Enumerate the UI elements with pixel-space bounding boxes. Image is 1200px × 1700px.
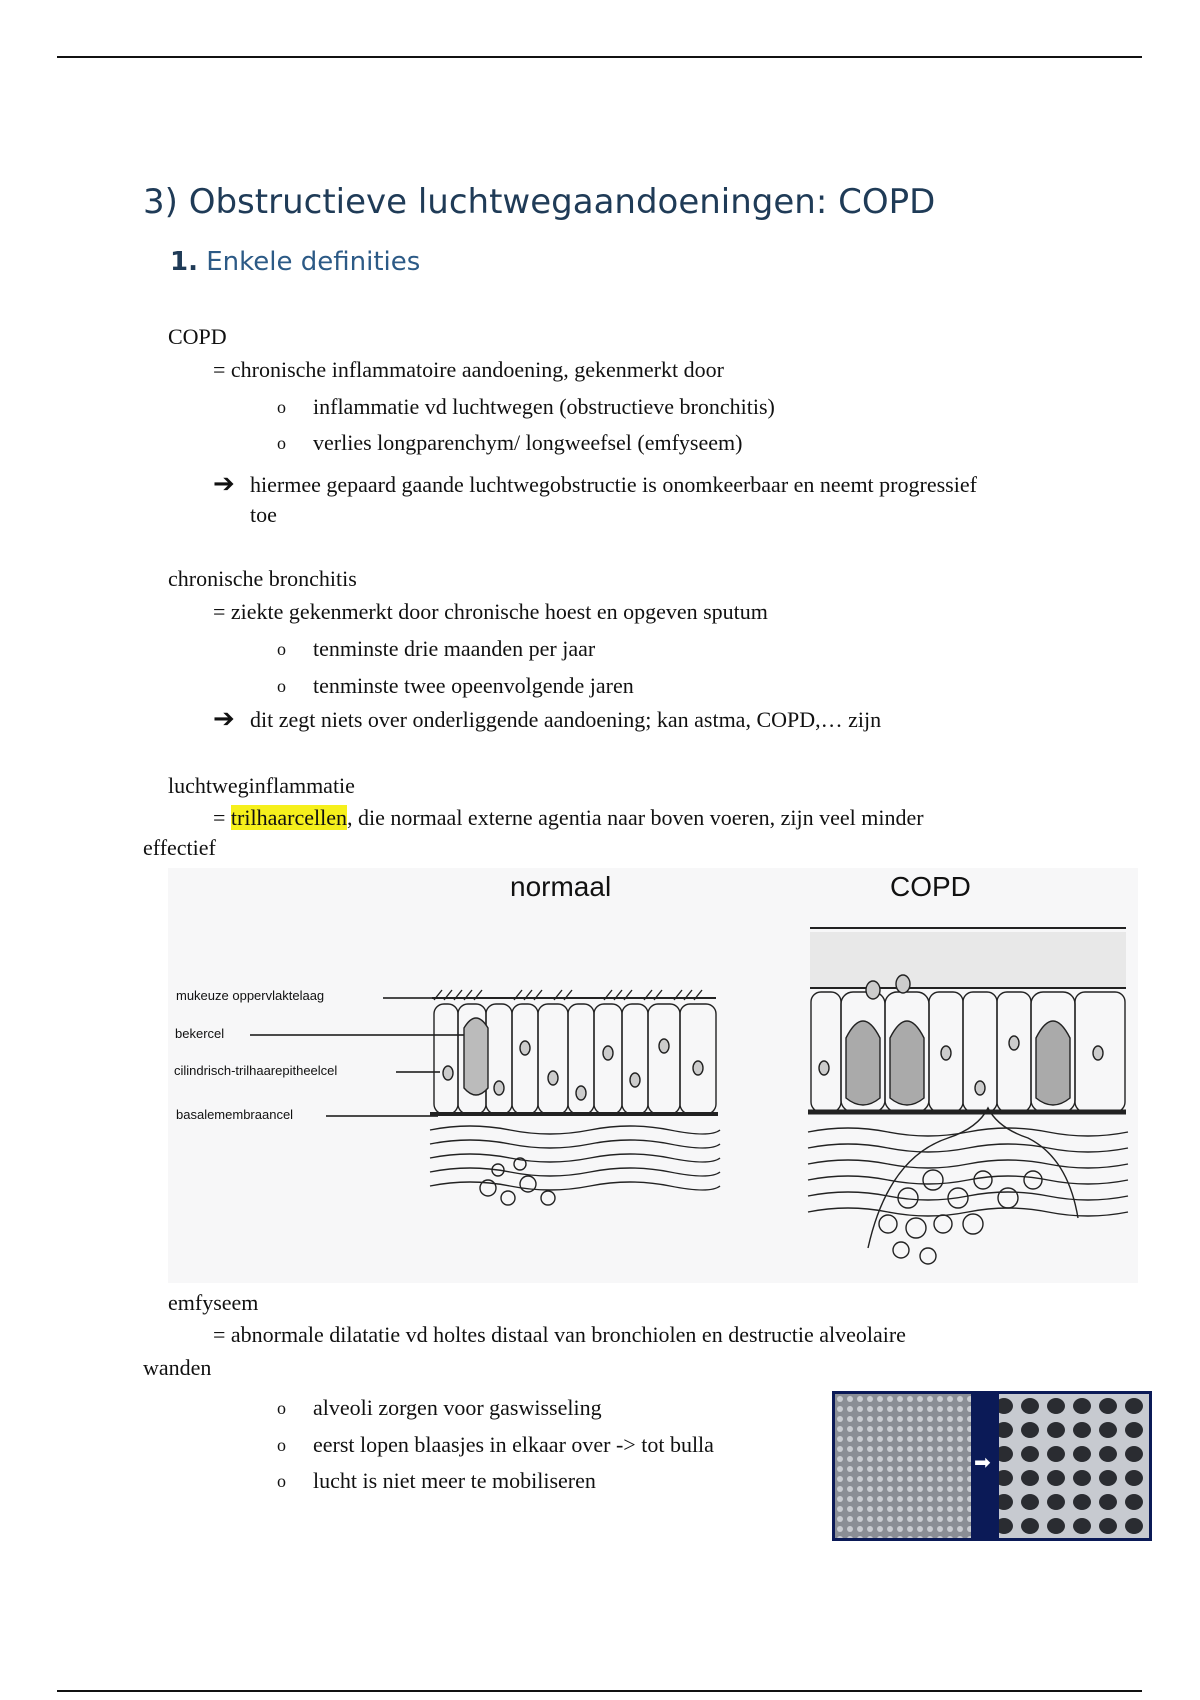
term-emphysema: emfyseem <box>168 1290 259 1315</box>
list-item: eerst lopen blaasjes in elkaar over -> tot bulla <box>313 1432 714 1457</box>
arrow-right-icon: ➡ <box>974 1450 991 1474</box>
epithelium-diagram <box>168 868 1138 1283</box>
inflammation-definition <box>213 805 924 831</box>
lung-tissue-photo <box>832 1391 1152 1541</box>
emphysema-definition: = abnormale dilatatie vd holtes distaal van bronchiolen en destructie alveolaire <box>213 1322 906 1347</box>
highlighted-term: trilhaarcellen <box>230 805 347 830</box>
section-number: 1. <box>170 247 198 277</box>
copd-definition: = chronische inflammatoire aandoening, gekenmerkt door <box>213 357 724 382</box>
bullet-marker: o <box>277 639 286 659</box>
arrow-icon: ➔ <box>213 469 235 499</box>
definition-rest: , die normaal externe agentia naar boven voeren, zijn veel minder <box>346 805 924 830</box>
bullet-marker: o <box>277 1435 286 1455</box>
page-title: 3) Obstructieve luchtwegaandoeningen: COPD <box>143 182 936 222</box>
emphysema-wrap: wanden <box>143 1355 212 1380</box>
arrow-icon: ➔ <box>213 704 235 734</box>
list-item: tenminste drie maanden per jaar <box>313 636 596 661</box>
diagram-title-normal: normaal <box>510 871 612 902</box>
list-item: tenminste twee opeenvolgende jaren <box>313 673 634 698</box>
term-copd: COPD <box>168 324 227 349</box>
list-item: alveoli zorgen voor gaswisseling <box>313 1395 602 1420</box>
bullet-marker: o <box>277 676 286 696</box>
diagram-label-ciliated: cilindrisch-trilhaarepitheelcel <box>174 1063 338 1078</box>
diagram-label-basal: basalemembraancel <box>176 1107 294 1122</box>
bottom-rule <box>57 1690 1142 1692</box>
term-bronchitis: chronische bronchitis <box>168 566 357 591</box>
normal-epithelium <box>430 990 720 1205</box>
copd-epithelium <box>808 928 1128 1264</box>
bullet-marker: o <box>277 433 286 453</box>
list-item: lucht is niet meer te mobiliseren <box>313 1468 596 1493</box>
diagram-label-goblet: bekercel <box>175 1026 225 1041</box>
diagram-title-copd: COPD <box>890 871 971 902</box>
bronchitis-definition: = ziekte gekenmerkt door chronische hoest en opgeven sputum <box>213 599 768 624</box>
copd-conclusion-wrap: toe <box>250 502 277 527</box>
bronchitis-conclusion: dit zegt niets over onderliggende aandoening; kan astma, COPD,… zijn <box>250 707 882 732</box>
section-title: Enkele definities <box>206 247 421 277</box>
alveoli-comparison-image <box>835 1394 1149 1538</box>
inflammation-wrap: effectief <box>143 835 216 860</box>
bullet-marker: o <box>277 1398 286 1418</box>
term-inflammation: luchtweginflammatie <box>168 773 355 798</box>
bullet-marker: o <box>277 397 286 417</box>
copd-conclusion: hiermee gepaard gaande luchtwegobstructie is onomkeerbaar en neemt progressief <box>250 472 977 497</box>
list-item: inflammatie vd luchtwegen (obstructieve bronchitis) <box>313 394 775 419</box>
equals-sign: = <box>213 805 231 830</box>
top-rule <box>57 56 1142 58</box>
list-item: verlies longparenchym/ longweefsel (emfyseem) <box>313 430 743 455</box>
diagram-label-mucus: mukeuze oppervlaktelaag <box>176 988 325 1003</box>
section-heading <box>170 247 420 277</box>
bullet-marker: o <box>277 1471 286 1491</box>
